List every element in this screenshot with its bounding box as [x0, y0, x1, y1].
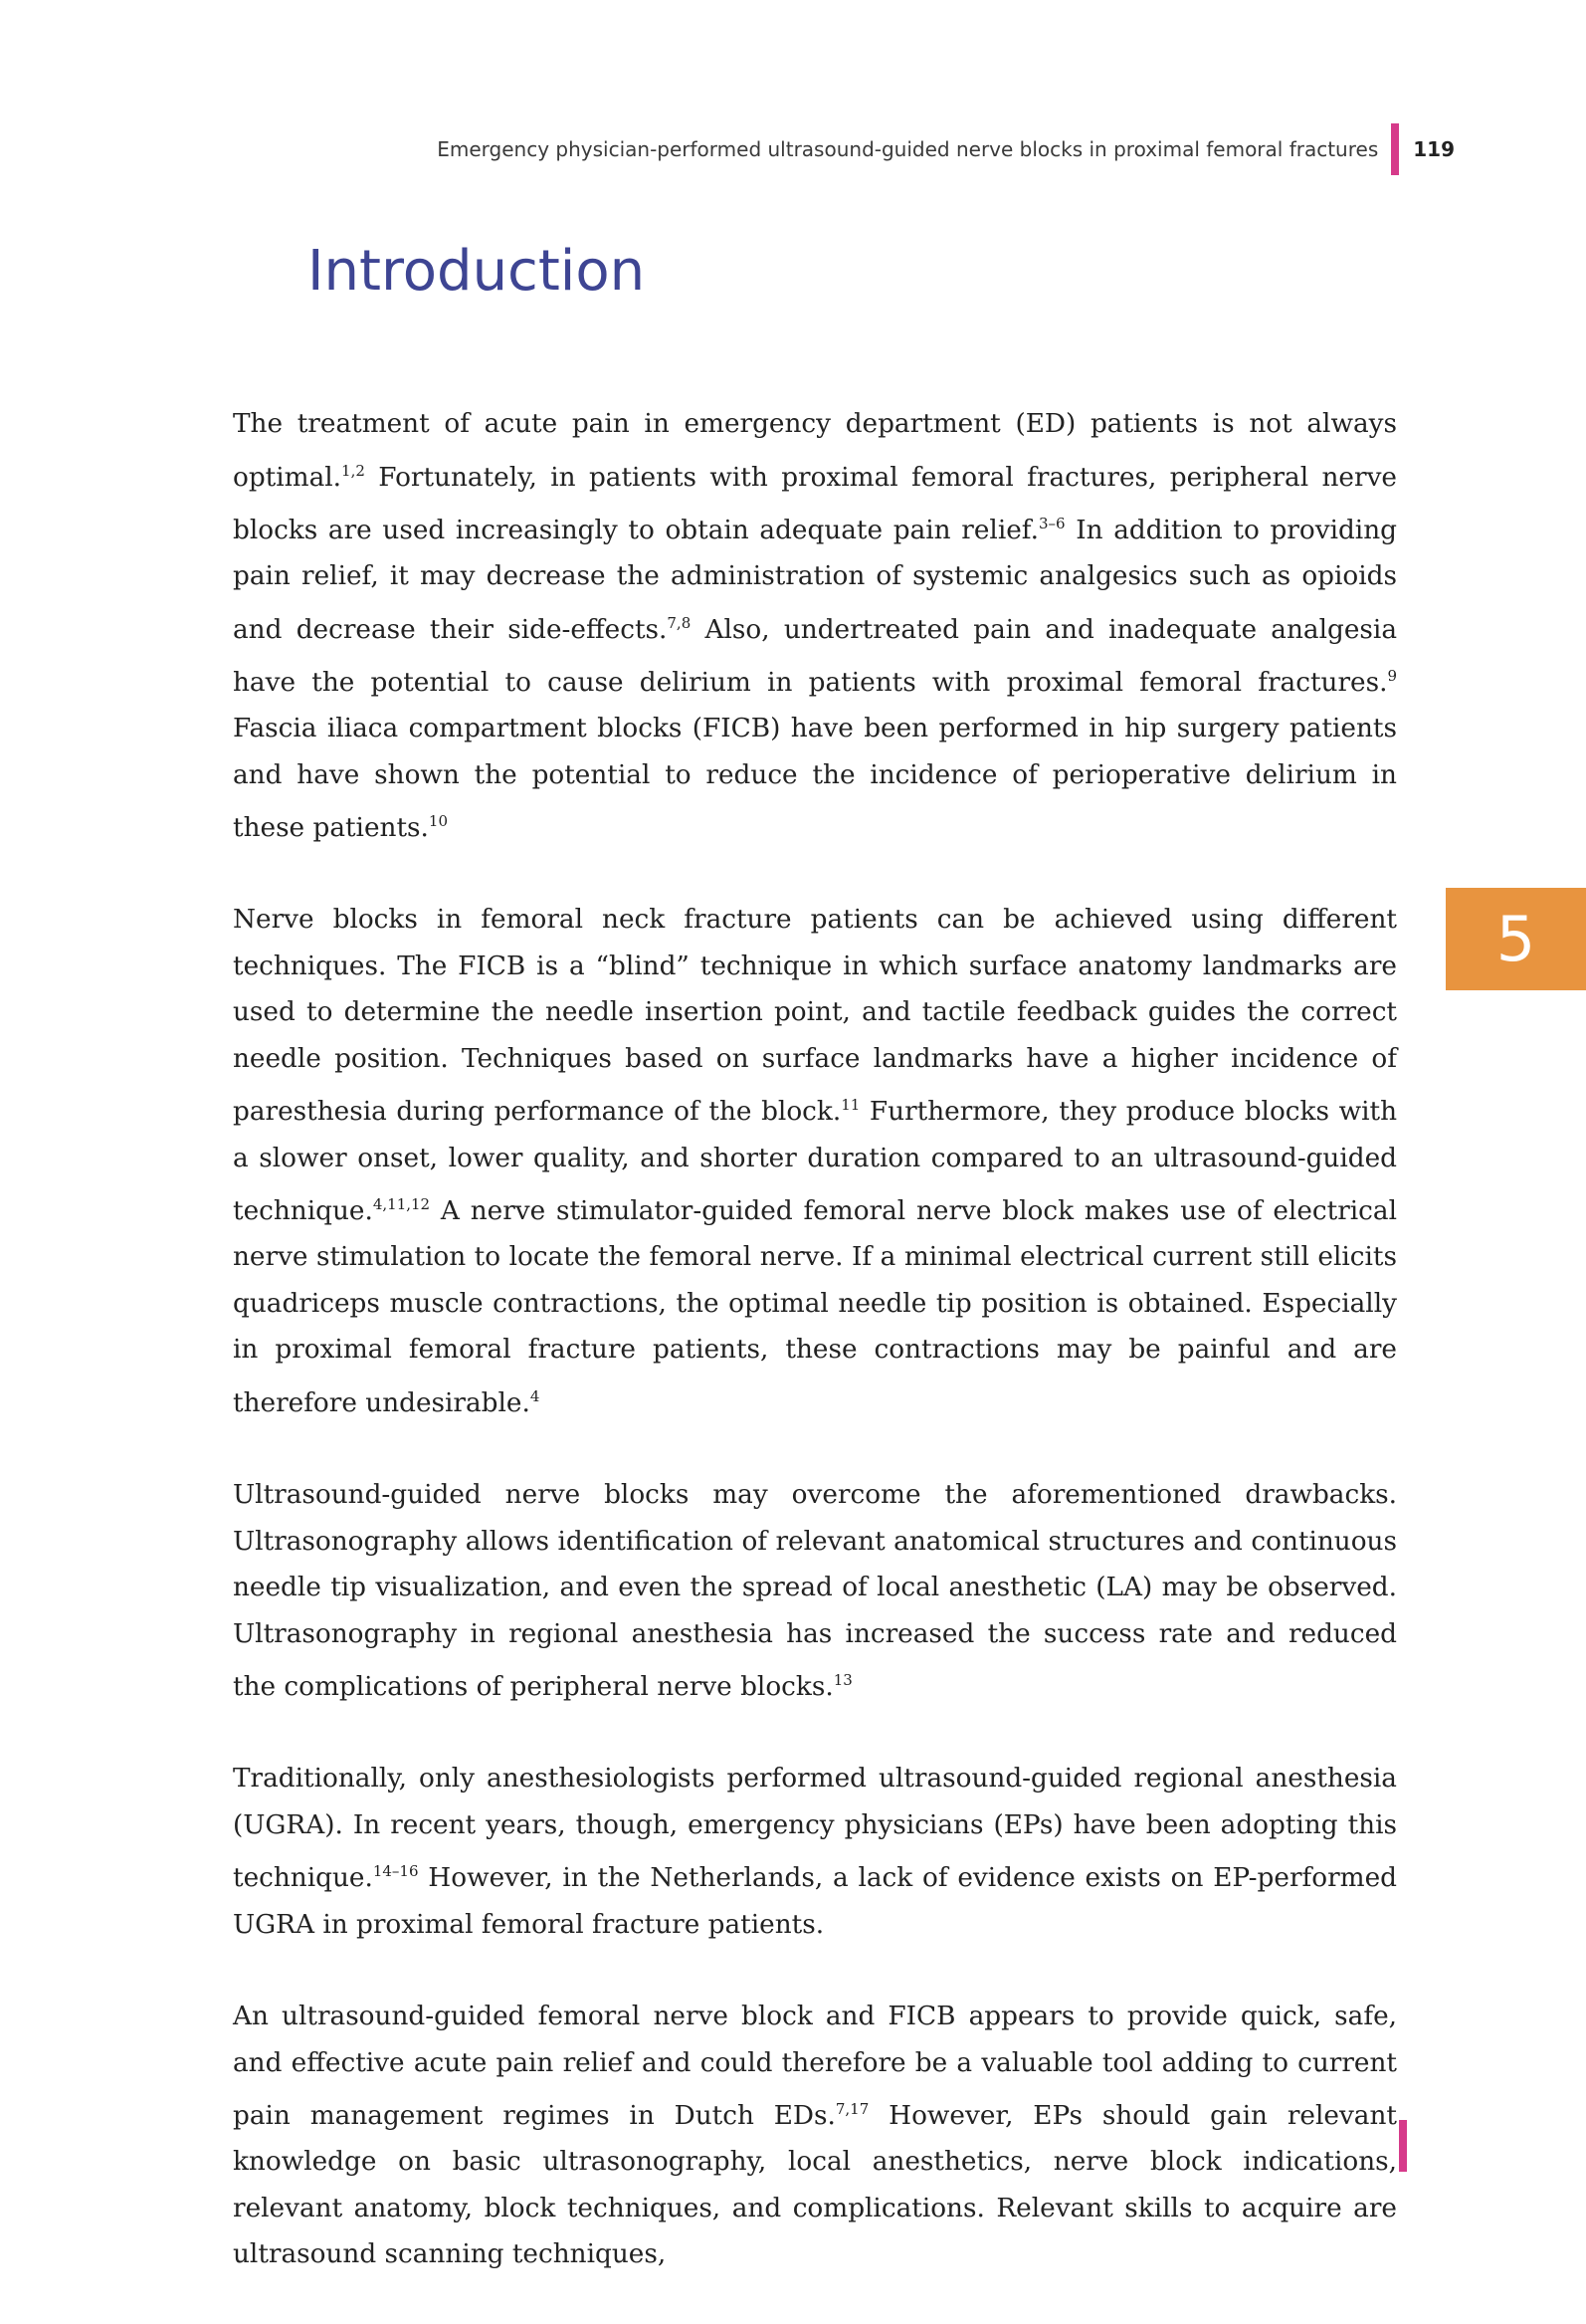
- paragraph: [233, 401, 1397, 851]
- text-run: However, in the Netherlands, a lack of evidence exists on EP-performed UGRA in proximal femoral fracture patients.: [233, 1863, 1397, 1940]
- page-number: 119: [1413, 137, 1455, 161]
- text-run: Furthermore, they produce blocks with a slower onset, lower quality, and shorter duration compared to an ultrasound-guided technique.: [233, 1097, 1398, 1226]
- footer-accent-bar: [1399, 2120, 1407, 2172]
- citation-superscript: 13: [833, 1671, 853, 1690]
- paragraph: [233, 1756, 1397, 1948]
- section-title: Introduction: [307, 239, 646, 304]
- citation-superscript: 11: [841, 1096, 861, 1115]
- text-run: However, EPs should gain relevant knowledge on basic ultrasonography, local anesthetics, nerve block indications, relevant anatomy, block techniques, and complications. Relevant skills to acquire are ultrasound scanning techniques,: [233, 2100, 1397, 2270]
- text-run: Nerve blocks in femoral neck fracture patients can be achieved using different techniques. The FICB is a “blind” technique in which surface anatomy landmarks are used to determine the needle insertion point, and tactile feedback guides the correct needle position. Techniques based on surface landmarks have a higher incidence of paresthesia during performance of the block.: [233, 905, 1397, 1128]
- text-run: Ultrasound-guided nerve blocks may overcome the aforementioned drawbacks. Ultrasonography allows identification of relevant anatomical structures and continuous needle tip visualization, and even the spread of local anesthetic (LA) may be observed. Ultrasonography in regional anesthesia has increased the success rate and reduced the complications of peripheral nerve blocks.: [233, 1480, 1397, 1702]
- citation-superscript: 9: [1387, 666, 1397, 685]
- running-title: Emergency physician-performed ultrasound-guided nerve blocks in proximal femoral fractures: [437, 137, 1379, 161]
- text-run: Fortunately, in patients with proximal femoral fractures, peripheral nerve blocks are used increasingly to obtain adequate pain relief.: [233, 462, 1397, 545]
- running-header: [437, 129, 1455, 169]
- citation-superscript: 10: [428, 812, 448, 831]
- citation-superscript: 14–16: [372, 1862, 419, 1881]
- text-run: A nerve stimulator-guided femoral nerve block makes use of electrical nerve stimulation to locate the femoral nerve. If a minimal electrical current still elicits quadriceps muscle contractions, the optimal needle tip position is obtained. Especially in proximal femoral fracture patients, these contractions may be painful and are therefore undesirable.: [233, 1195, 1397, 1418]
- header-accent-bar: [1391, 123, 1399, 175]
- paragraph: [233, 897, 1397, 1426]
- paragraph: [233, 1472, 1397, 1710]
- text-run: Also, undertreated pain and inadequate analgesia have the potential to cause delirium in patients with proximal femoral fractures.: [233, 614, 1397, 698]
- citation-superscript: 3–6: [1038, 514, 1066, 532]
- citation-superscript: 4: [529, 1386, 540, 1405]
- chapter-tab: 5: [1446, 888, 1586, 990]
- citation-superscript: 1,2: [341, 461, 365, 480]
- text-run: Traditionally, only anesthesiologists performed ultrasound-guided regional anesthesia (UGRA). In recent years, though, emergency physicians (EPs) have been adopting this technique.: [233, 1764, 1397, 1894]
- text-run: In addition to providing pain relief, it may decrease the administration of systemic analgesics such as opioids and decrease their side-effects.: [233, 515, 1397, 645]
- paragraph: [233, 1994, 1397, 2278]
- text-run: The treatment of acute pain in emergency department (ED) patients is not always optimal.: [233, 409, 1397, 493]
- citation-superscript: 7,17: [835, 2100, 870, 2119]
- citation-superscript: 7,8: [667, 613, 692, 632]
- body-text: [233, 401, 1397, 2324]
- text-run: An ultrasound-guided femoral nerve block and FICB appears to provide quick, safe, and effective acute pain relief and could therefore be a valuable tool adding to current pain management regimes in Dutch EDs.: [233, 2002, 1397, 2131]
- citation-superscript: 4,11,12: [372, 1195, 431, 1214]
- text-run: Fascia iliaca compartment blocks (FICB) have been performed in hip surgery patients and have shown the potential to reduce the incidence of perioperative delirium in these patients.: [233, 714, 1397, 843]
